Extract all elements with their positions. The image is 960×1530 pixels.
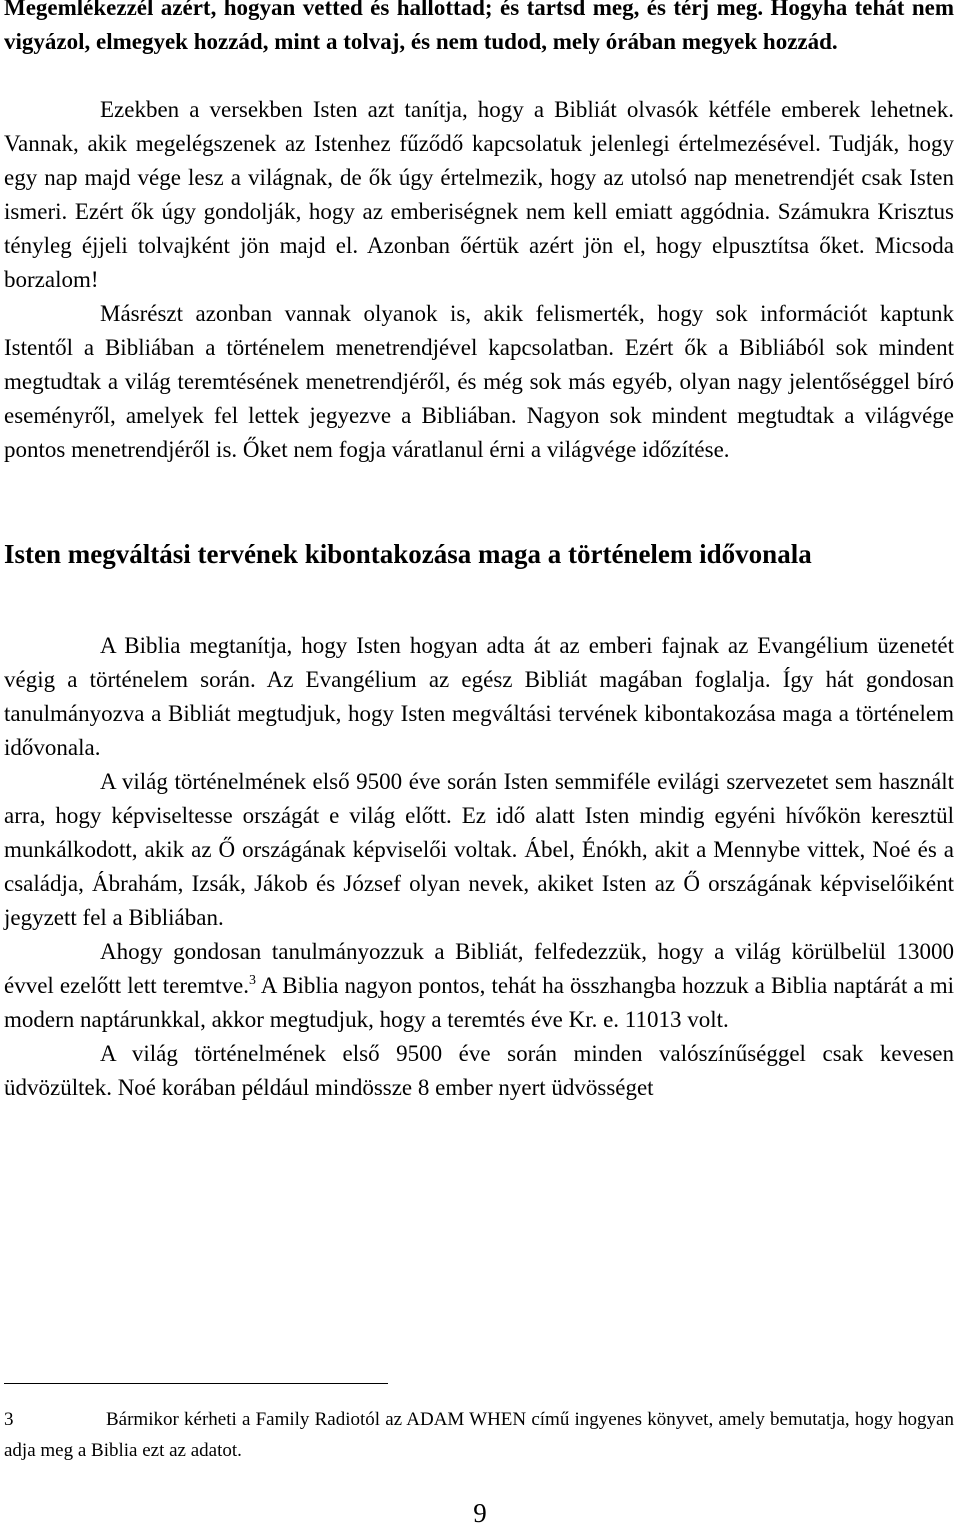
footnote [4, 1404, 954, 1466]
paragraph-5-text-a: Ahogy gondosan tanulmányozzuk a Bibliát, felfedezzük, hogy a világ körülbelül 13000 évvel ezelőtt lett teremtve. [4, 939, 954, 998]
paragraph-5-text-b: A Biblia nagyon pontos, tehát ha összhangba hozzuk a Biblia naptárát a mi modern naptárunkkal, akkor megtudjuk, hogy a teremtés éve Kr. e. 11013 volt. [4, 973, 954, 1032]
paragraph-2: Másrészt azonban vannak olyanok is, akik felismerték, hogy sok információt kaptunk Istentől a Bibliában a történelem menetrendjével kapcsolatban. Ezért ők a Bibliából sok mindent megtudtak a világ teremtésének menetrendjéről, és még sok más egyéb, olyan nagy jelentőséggel bíró eseményről, amelyek fel lettek jegyezve a Bibliában. Nagyon sok mindent megtudtak a világvége pontos menetrendjéről is. Őket nem fogja váratlanul érni a világvége időzítése. [4, 301, 954, 462]
verse-quote: Megemlékezzél azért, hogyan vetted és hallottad; és tartsd meg, és térj meg. Hogyha tehát nem vigyázol, elmegyek hozzád, mint a tolvaj, és nem tudod, mely órában megyek hozzád. [4, 0, 954, 54]
footnote-reference: 3 [248, 973, 256, 988]
footnote-separator [4, 1383, 388, 1384]
document-body [4, 0, 954, 1105]
paragraph-5 [4, 935, 954, 1037]
page-number: 9 [473, 1498, 487, 1528]
paragraph-3: A Biblia megtanítja, hogy Isten hogyan adta át az emberi fajnak az Evangélium üzenetét végig a történelem során. Az Evangélium az egész Bibliát magában foglalja. Így hát gondosan tanulmányozva a Bibliát megtudjuk, hogy Isten megváltási tervének kibontakozása maga a történelem idővonala. [4, 633, 954, 760]
paragraph-6: A világ történelmének első 9500 éve során minden valószínűséggel csak kevesen üdvözültek. Noé korában például mindössze 8 ember nyert üdvösséget [4, 1041, 954, 1100]
paragraph-1: Ezekben a versekben Isten azt tanítja, hogy a Bibliát olvasók kétféle emberek lehetnek. Vannak, akik megelégszenek az Istenhez fűződő kapcsolatuk jelenlegi értelmezésével. Tudják, hogy egy nap majd vége lesz a világnak, de ők úgy értelmezik, hogy az utolsó nap menetrendjét csak Isten ismeri. Ezért ők úgy gondolják, hogy az emberiségnek nem kell emiatt aggódnia. Számukra Krisztus tényleg éjjeli tolvajként jön majd el. Azonban őértük azért jön el, hogy elpusztítsa őket. Micsoda borzalom! [4, 97, 954, 292]
section-heading: Isten megváltási tervének kibontakozása maga a történelem idővonala [4, 539, 812, 569]
paragraph-4: A világ történelmének első 9500 éve során Isten semmiféle evilági szervezetet sem használt arra, hogy képviseltesse országát e világ előtt. Ez idő alatt Isten mindig egyéni hívőkön keresztül munkálkodott, akik az Ő országának képviselői voltak. Ábel, Énókh, akit a Mennybe vittek, Noé és a családja, Ábrahám, Izsák, Jákob és József olyan nevek, akiket Isten az Ő országának képviselőiként jegyzett fel a Bibliában. [4, 769, 954, 930]
footnote-number: 3 [4, 1409, 14, 1430]
footnote-text: Bármikor kérheti a Family Radiotól az ADAM WHEN című ingyenes könyvet, amely bemutatja, hogy hogyan adja meg a Biblia ezt az adatot. [4, 1409, 954, 1461]
